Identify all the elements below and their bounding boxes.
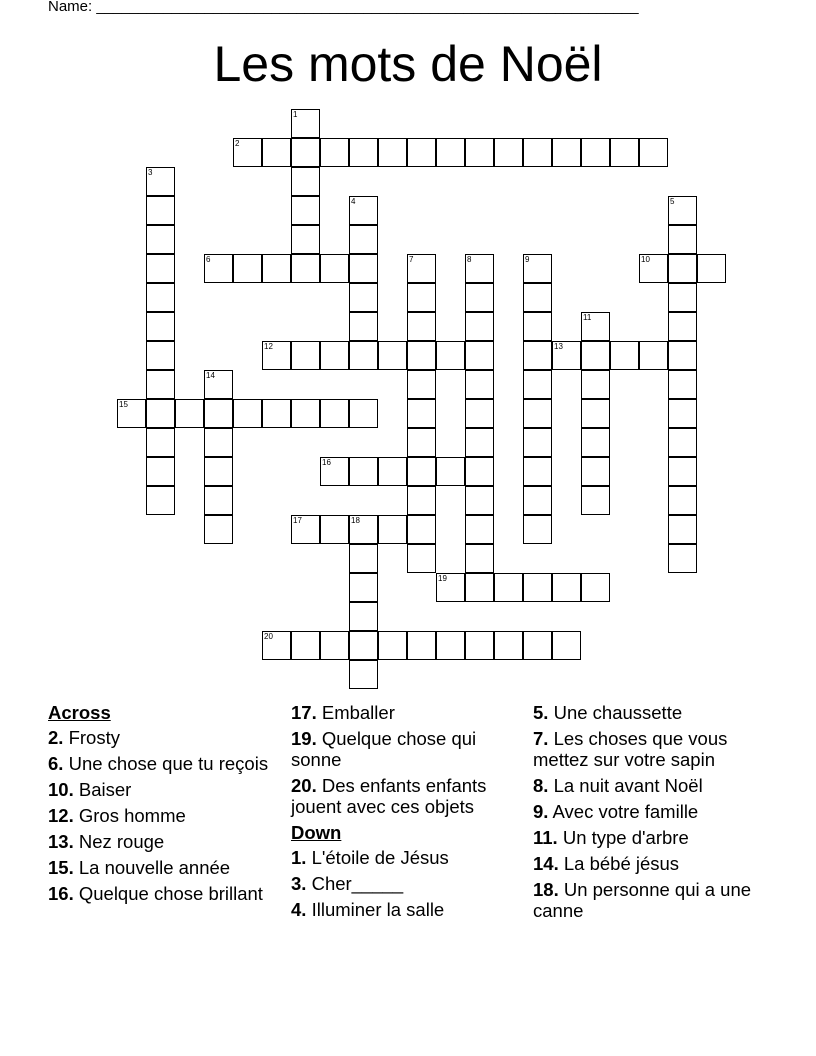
crossword-cell[interactable]: [349, 457, 378, 486]
crossword-cell[interactable]: [639, 341, 668, 370]
page-title: Les mots de Noël: [213, 36, 603, 92]
crossword-cell[interactable]: [407, 370, 436, 399]
crossword-cell[interactable]: [523, 283, 552, 312]
clue-item: [533, 879, 768, 921]
crossword-cell[interactable]: [233, 138, 262, 167]
clue-item-text: La nouvelle année: [73, 857, 231, 878]
clue-column: [48, 702, 273, 909]
clue-number: 5: [670, 197, 675, 206]
clue-item-text: Quelque chose brillant: [73, 883, 263, 904]
name-field-label: Name: _________________________________________________________________: [48, 0, 639, 15]
crossword-cell[interactable]: [552, 138, 581, 167]
crossword-cell[interactable]: [146, 167, 175, 196]
clue-item-number: 3.: [291, 873, 307, 894]
crossword-cell[interactable]: [668, 486, 697, 515]
crossword-cell[interactable]: [204, 515, 233, 544]
crossword-cell[interactable]: [523, 515, 552, 544]
crossword-cell[interactable]: [146, 399, 175, 428]
crossword-cell[interactable]: [204, 457, 233, 486]
clue-number: 16: [322, 458, 331, 467]
clue-item: [533, 702, 768, 723]
clue-number: 8: [467, 255, 472, 264]
crossword-cell[interactable]: [639, 254, 668, 283]
clue-item-number: 14.: [533, 853, 559, 874]
clue-section-heading: Across: [48, 702, 111, 723]
crossword-cell[interactable]: [494, 138, 523, 167]
crossword-cell[interactable]: [349, 660, 378, 689]
clue-item: [533, 827, 768, 848]
crossword-cell[interactable]: [610, 138, 639, 167]
crossword-cell[interactable]: [668, 225, 697, 254]
clue-item-number: 1.: [291, 847, 307, 868]
clue-number: 14: [206, 371, 215, 380]
clue-item: [48, 857, 273, 878]
crossword-cell[interactable]: [320, 399, 349, 428]
clue-number: 9: [525, 255, 530, 264]
clue-item-text: La bébé jésus: [558, 853, 680, 874]
crossword-cell[interactable]: [146, 312, 175, 341]
crossword-cell[interactable]: [581, 138, 610, 167]
clue-item-text: Les choses que vous mettez sur votre sapin: [533, 728, 728, 770]
clue-item: [533, 775, 768, 796]
clue-item-text: Quelque chose qui sonne: [291, 728, 477, 770]
crossword-cell[interactable]: [320, 138, 349, 167]
clue-item-text: Une chaussette: [548, 702, 683, 723]
crossword-cell[interactable]: [262, 138, 291, 167]
crossword-cell[interactable]: [320, 515, 349, 544]
crossword-cell[interactable]: [320, 254, 349, 283]
crossword-cell[interactable]: [581, 312, 610, 341]
clue-item-text: Une chose que tu reçois: [63, 753, 269, 774]
clue-number: 6: [206, 255, 211, 264]
clue-number: 13: [554, 342, 563, 351]
crossword-cell[interactable]: [204, 254, 233, 283]
clue-item-text: La nuit avant Noël: [548, 775, 703, 796]
crossword-cell[interactable]: [581, 486, 610, 515]
crossword-cell[interactable]: [349, 399, 378, 428]
clue-item-text: Un personne qui a une canne: [533, 879, 752, 921]
clue-item: [291, 728, 523, 770]
clue-item: [48, 883, 273, 904]
crossword-cell[interactable]: [523, 573, 552, 602]
clue-number: 20: [264, 632, 273, 641]
clue-item: [291, 899, 523, 920]
crossword-cell[interactable]: [320, 457, 349, 486]
clue-number: 2: [235, 139, 240, 148]
crossword-cell[interactable]: [349, 283, 378, 312]
crossword-cell[interactable]: [349, 515, 378, 544]
crossword-cell[interactable]: [581, 428, 610, 457]
clue-item: [533, 853, 768, 874]
clue-item-number: 5.: [533, 702, 549, 723]
crossword-cell[interactable]: [146, 370, 175, 399]
crossword-cell[interactable]: [407, 428, 436, 457]
crossword-cell[interactable]: [233, 254, 262, 283]
crossword-cell[interactable]: [523, 486, 552, 515]
crossword-cell[interactable]: [349, 254, 378, 283]
crossword-cell[interactable]: [523, 341, 552, 370]
crossword-cell[interactable]: [378, 138, 407, 167]
crossword-cell[interactable]: [291, 109, 320, 138]
crossword-cell[interactable]: [349, 312, 378, 341]
clue-number: 12: [264, 342, 273, 351]
crossword-cell[interactable]: [349, 196, 378, 225]
crossword-cell[interactable]: [320, 631, 349, 660]
crossword-cell[interactable]: [668, 196, 697, 225]
crossword-cell[interactable]: [407, 312, 436, 341]
crossword-cell[interactable]: [523, 312, 552, 341]
clue-number: 11: [583, 313, 592, 322]
clue-item: [48, 753, 273, 774]
clue-item-number: 16.: [48, 883, 74, 904]
clue-item-number: 2.: [48, 727, 64, 748]
crossword-cell[interactable]: [465, 341, 494, 370]
clue-item-text: Un type d'arbre: [557, 827, 689, 848]
clue-number: 4: [351, 197, 356, 206]
crossword-cell[interactable]: [407, 486, 436, 515]
crossword-cell[interactable]: [204, 399, 233, 428]
clue-item-number: 15.: [48, 857, 74, 878]
crossword-cell[interactable]: [639, 138, 668, 167]
crossword-cell[interactable]: [494, 631, 523, 660]
clue-number: 18: [351, 516, 360, 525]
crossword-cell[interactable]: [465, 486, 494, 515]
crossword-cell[interactable]: [465, 631, 494, 660]
crossword-cell[interactable]: [436, 573, 465, 602]
crossword-cell[interactable]: [436, 457, 465, 486]
crossword-cell[interactable]: [668, 544, 697, 573]
crossword-cell[interactable]: [146, 486, 175, 515]
crossword-cell[interactable]: [407, 341, 436, 370]
crossword-cell[interactable]: [465, 457, 494, 486]
crossword-cell[interactable]: [262, 399, 291, 428]
clue-item: [48, 831, 273, 852]
clue-item-number: 6.: [48, 753, 64, 774]
clue-item: [48, 779, 273, 800]
crossword-cell[interactable]: [465, 544, 494, 573]
crossword-cell[interactable]: [117, 399, 146, 428]
clue-item-number: 11.: [533, 827, 558, 848]
crossword-cell[interactable]: [407, 631, 436, 660]
crossword-cell[interactable]: [552, 341, 581, 370]
crossword-cell[interactable]: [523, 138, 552, 167]
crossword-cell[interactable]: [349, 341, 378, 370]
clue-column: [533, 702, 768, 926]
crossword-cell[interactable]: [349, 544, 378, 573]
crossword-cell[interactable]: [581, 573, 610, 602]
crossword-cell[interactable]: [407, 138, 436, 167]
clue-item-text: Frosty: [63, 727, 120, 748]
crossword-cell[interactable]: [262, 254, 291, 283]
clue-column: [291, 702, 523, 925]
crossword-cell[interactable]: [204, 486, 233, 515]
clue-item-text: Des enfants enfants jouent avec ces objets: [291, 775, 487, 817]
crossword-cell[interactable]: [465, 312, 494, 341]
crossword-cell[interactable]: [668, 341, 697, 370]
clue-item-number: 8.: [533, 775, 549, 796]
crossword-cell[interactable]: [668, 283, 697, 312]
crossword-cell[interactable]: [146, 341, 175, 370]
clue-item-text: Illuminer la salle: [306, 899, 445, 920]
clue-item: [291, 847, 523, 868]
crossword-cell[interactable]: [291, 167, 320, 196]
crossword-cell[interactable]: [320, 341, 349, 370]
crossword-cell[interactable]: [407, 457, 436, 486]
crossword-cell[interactable]: [668, 428, 697, 457]
crossword-cell[interactable]: [581, 370, 610, 399]
clue-item-number: 9.: [533, 801, 549, 822]
clue-item-text: Cher_____: [306, 873, 404, 894]
crossword-cell[interactable]: [291, 631, 320, 660]
crossword-cell[interactable]: [668, 370, 697, 399]
crossword-cell[interactable]: [465, 138, 494, 167]
crossword-cell[interactable]: [465, 428, 494, 457]
clue-number: 10: [641, 255, 650, 264]
crossword-cell[interactable]: [494, 573, 523, 602]
crossword-cell[interactable]: [697, 254, 726, 283]
crossword-cell[interactable]: [465, 370, 494, 399]
clue-item-number: 18.: [533, 879, 559, 900]
crossword-cell[interactable]: [262, 631, 291, 660]
crossword-cell[interactable]: [581, 341, 610, 370]
clue-item: [533, 801, 768, 822]
clue-item: [48, 805, 273, 826]
clue-number: 7: [409, 255, 414, 264]
clue-number: 15: [119, 400, 128, 409]
clue-item-number: 19.: [291, 728, 317, 749]
clue-item-number: 17.: [291, 702, 317, 723]
crossword-cell[interactable]: [668, 399, 697, 428]
crossword-cell[interactable]: [465, 399, 494, 428]
clue-number: 17: [293, 516, 302, 525]
crossword-cell[interactable]: [581, 457, 610, 486]
clue-number: 19: [438, 574, 447, 583]
crossword-cell[interactable]: [552, 631, 581, 660]
crossword-cell[interactable]: [378, 515, 407, 544]
crossword-cell[interactable]: [407, 544, 436, 573]
crossword-cell[interactable]: [146, 428, 175, 457]
crossword-cell[interactable]: [407, 254, 436, 283]
crossword-cell[interactable]: [668, 457, 697, 486]
clue-item-text: Baiser: [73, 779, 132, 800]
crossword-cell[interactable]: [436, 631, 465, 660]
crossword-cell[interactable]: [204, 428, 233, 457]
crossword-cell[interactable]: [465, 283, 494, 312]
crossword-cell[interactable]: [552, 573, 581, 602]
crossword-cell[interactable]: [291, 196, 320, 225]
crossword-cell[interactable]: [581, 399, 610, 428]
crossword-cell[interactable]: [407, 283, 436, 312]
crossword-cell[interactable]: [436, 341, 465, 370]
crossword-cell[interactable]: [378, 631, 407, 660]
clue-item-number: 7.: [533, 728, 549, 749]
crossword-cell[interactable]: [291, 138, 320, 167]
clue-item-text: Nez rouge: [73, 831, 165, 852]
clue-item-number: 4.: [291, 899, 307, 920]
crossword-cell[interactable]: [465, 573, 494, 602]
crossword-cell[interactable]: [291, 341, 320, 370]
clue-item-number: 13.: [48, 831, 74, 852]
crossword-cell[interactable]: [262, 341, 291, 370]
crossword-cell[interactable]: [291, 515, 320, 544]
clue-item: [291, 702, 523, 723]
crossword-cell[interactable]: [349, 138, 378, 167]
clue-item-number: 20.: [291, 775, 317, 796]
crossword-cell[interactable]: [204, 370, 233, 399]
clue-item: [48, 727, 273, 748]
crossword-cell[interactable]: [146, 196, 175, 225]
crossword-cell[interactable]: [523, 370, 552, 399]
crossword-cell[interactable]: [465, 254, 494, 283]
crossword-cell[interactable]: [146, 225, 175, 254]
clue-section-heading: Down: [291, 822, 342, 843]
crossword-cell[interactable]: [378, 341, 407, 370]
crossword-cell[interactable]: [436, 138, 465, 167]
crossword-cell[interactable]: [349, 602, 378, 631]
clue-item-text: Gros homme: [73, 805, 186, 826]
crossword-cell[interactable]: [349, 573, 378, 602]
crossword-cell[interactable]: [523, 631, 552, 660]
crossword-cell[interactable]: [291, 225, 320, 254]
crossword-cell[interactable]: [146, 283, 175, 312]
crossword-cell[interactable]: [407, 399, 436, 428]
clue-item-number: 12.: [48, 805, 74, 826]
crossword-cell[interactable]: [146, 254, 175, 283]
clue-item: [533, 728, 768, 770]
crossword-cell[interactable]: [175, 399, 204, 428]
crossword-cell[interactable]: [668, 312, 697, 341]
clue-item-text: Avec votre famille: [548, 801, 699, 822]
crossword-cell[interactable]: [523, 457, 552, 486]
clue-number: 3: [148, 168, 153, 177]
crossword-cell[interactable]: [291, 399, 320, 428]
clue-item-number: 10.: [48, 779, 74, 800]
crossword-cell[interactable]: [349, 631, 378, 660]
clue-item-text: L'étoile de Jésus: [306, 847, 449, 868]
crossword-cell[interactable]: [465, 515, 494, 544]
crossword-cell[interactable]: [233, 399, 262, 428]
clue-item-text: Emballer: [316, 702, 395, 723]
crossword-cell[interactable]: [291, 254, 320, 283]
clue-number: 1: [293, 110, 298, 119]
crossword-cell[interactable]: [523, 254, 552, 283]
crossword-cell[interactable]: [146, 457, 175, 486]
crossword-cell[interactable]: [407, 515, 436, 544]
clue-item: [291, 775, 523, 817]
clue-item: [291, 873, 523, 894]
crossword-cell[interactable]: [349, 225, 378, 254]
crossword-cell[interactable]: [378, 457, 407, 486]
crossword-cell[interactable]: [523, 399, 552, 428]
crossword-cell[interactable]: [523, 428, 552, 457]
crossword-cell[interactable]: [610, 341, 639, 370]
crossword-cell[interactable]: [668, 254, 697, 283]
crossword-cell[interactable]: [668, 515, 697, 544]
